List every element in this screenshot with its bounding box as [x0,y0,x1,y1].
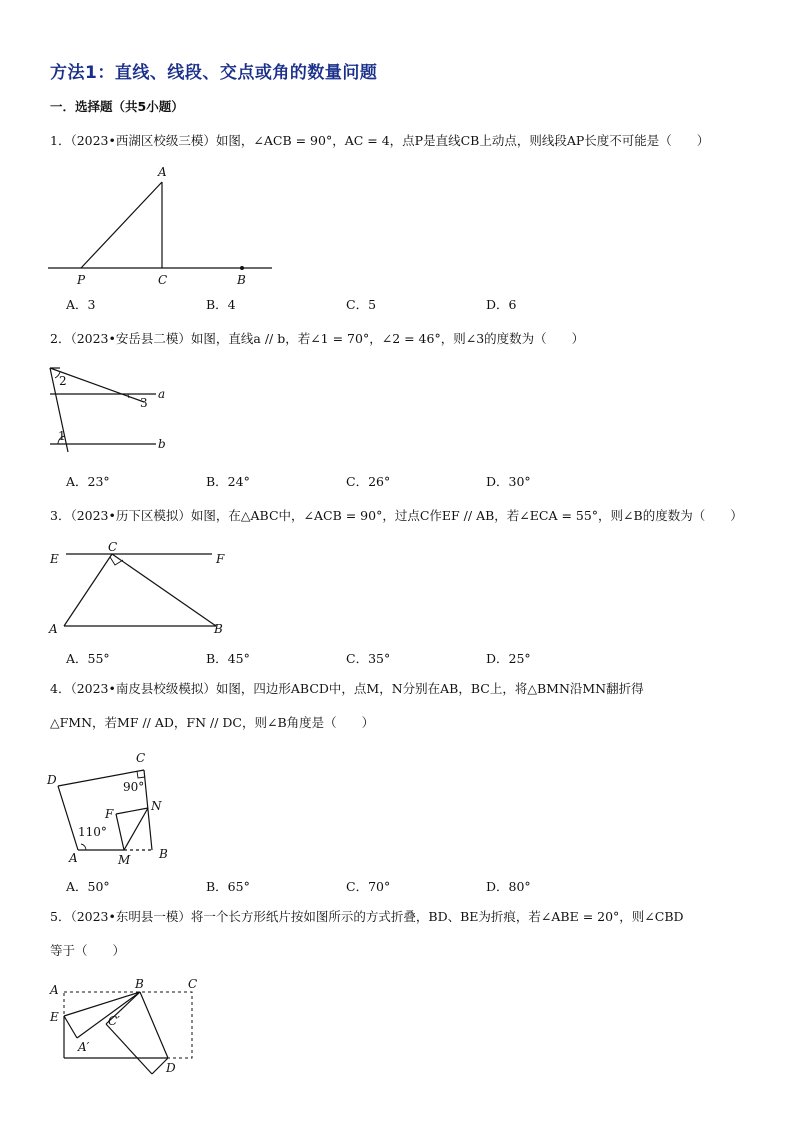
option-d[interactable]: D．80° [486,879,531,894]
option-a[interactable]: A．55° [66,651,110,666]
q4-label-m: M [118,853,131,866]
option-d[interactable]: D．30° [486,474,531,489]
q4-label-c: C [136,751,146,765]
option-c[interactable]: C．70° [346,879,391,894]
question-2-figure [44,362,184,457]
q1-label-a: A [158,165,167,179]
q3-label-a: A [49,622,58,636]
question-5-figure [44,976,214,1076]
option-a[interactable]: A．50° [66,879,110,894]
q4-label-a: A [69,851,78,865]
question-4-options [66,877,626,895]
q3-label-c: C [108,540,118,554]
q1-label-c: C [158,273,168,287]
option-b[interactable]: B．24° [206,474,250,489]
q5-label-c-prime: C′ [108,1014,120,1028]
q4-label-90: 90° [123,780,145,794]
q5-label-e: E [50,1010,59,1024]
question-3-figure [44,538,244,638]
option-b[interactable]: B．45° [206,651,250,666]
q4-label-110: 110° [78,825,107,839]
q5-label-a-prime: A′ [78,1040,90,1054]
question-1-text: 1．（2023•西湖区校级三模）如图，∠ACB = 90°，AC = 4，点P是直线CB上动点，则线段AP长度不可能是（ ） [50,133,710,148]
q5-label-a: A [50,983,59,997]
option-b[interactable]: B．65° [206,879,250,894]
question-2-text: 2．（2023•安岳县二模）如图，直线a // b，若∠1 = 70°，∠2 = 46°，则∠3的度数为（ ） [50,331,585,346]
question-5-text-line1: 5．（2023•东明县一模）将一个长方形纸片按如图所示的方式折叠，BD、BE为折痕，若∠ABE = 20°，则∠CBD [50,909,684,924]
page-title: 方法1：直线、线段、交点或角的数量问题 [50,63,378,83]
question-4-text-line2: △FMN，若MF // AD，FN // DC，则∠B角度是（ ） [50,715,375,730]
option-d[interactable]: D．25° [486,651,531,666]
q5-label-d: D [166,1061,176,1075]
option-c[interactable]: C．5 [346,297,377,312]
q3-label-f: F [216,552,225,566]
option-c[interactable]: C．35° [346,651,391,666]
q2-label-a: a [158,387,166,401]
question-4-figure [44,746,194,866]
option-a[interactable]: A．23° [66,474,110,489]
question-1-figure [44,160,284,290]
section-heading: 一．选择题（共5小题） [50,99,184,114]
q4-label-b: B [159,847,168,861]
question-4-text-line1: 4．（2023•南皮县校级模拟）如图，四边形ABCD中，点M，N分别在AB，BC上，将△BMN沿MN翻折得 [50,681,644,696]
q2-label-3: 3 [140,396,148,410]
q4-label-f: F [105,807,114,821]
question-3-options [66,649,626,667]
q2-label-2: 2 [59,374,67,388]
question-5-text-line2: 等于（ ） [50,943,126,958]
q5-label-b: B [135,977,144,991]
question-2-options [66,472,626,490]
q4-label-d: D [47,773,57,787]
option-c[interactable]: C．26° [346,474,391,489]
q5-label-c: C [188,977,198,991]
q3-label-e: E [50,552,59,566]
q4-label-n: N [151,799,162,813]
q1-label-p: P [77,273,86,287]
option-d[interactable]: D．6 [486,297,517,312]
question-1-options [66,295,626,313]
option-b[interactable]: B．4 [206,297,236,312]
q2-label-1: 1 [58,429,66,443]
q1-label-b: B [237,273,246,287]
option-a[interactable]: A．3 [66,297,96,312]
question-3-text: 3．（2023•历下区模拟）如图，在△ABC中，∠ACB = 90°，过点C作EF // AB，若∠ECA = 55°，则∠B的度数为（ ） [50,508,743,523]
q3-label-b: B [214,622,223,636]
q2-label-b: b [158,437,166,451]
